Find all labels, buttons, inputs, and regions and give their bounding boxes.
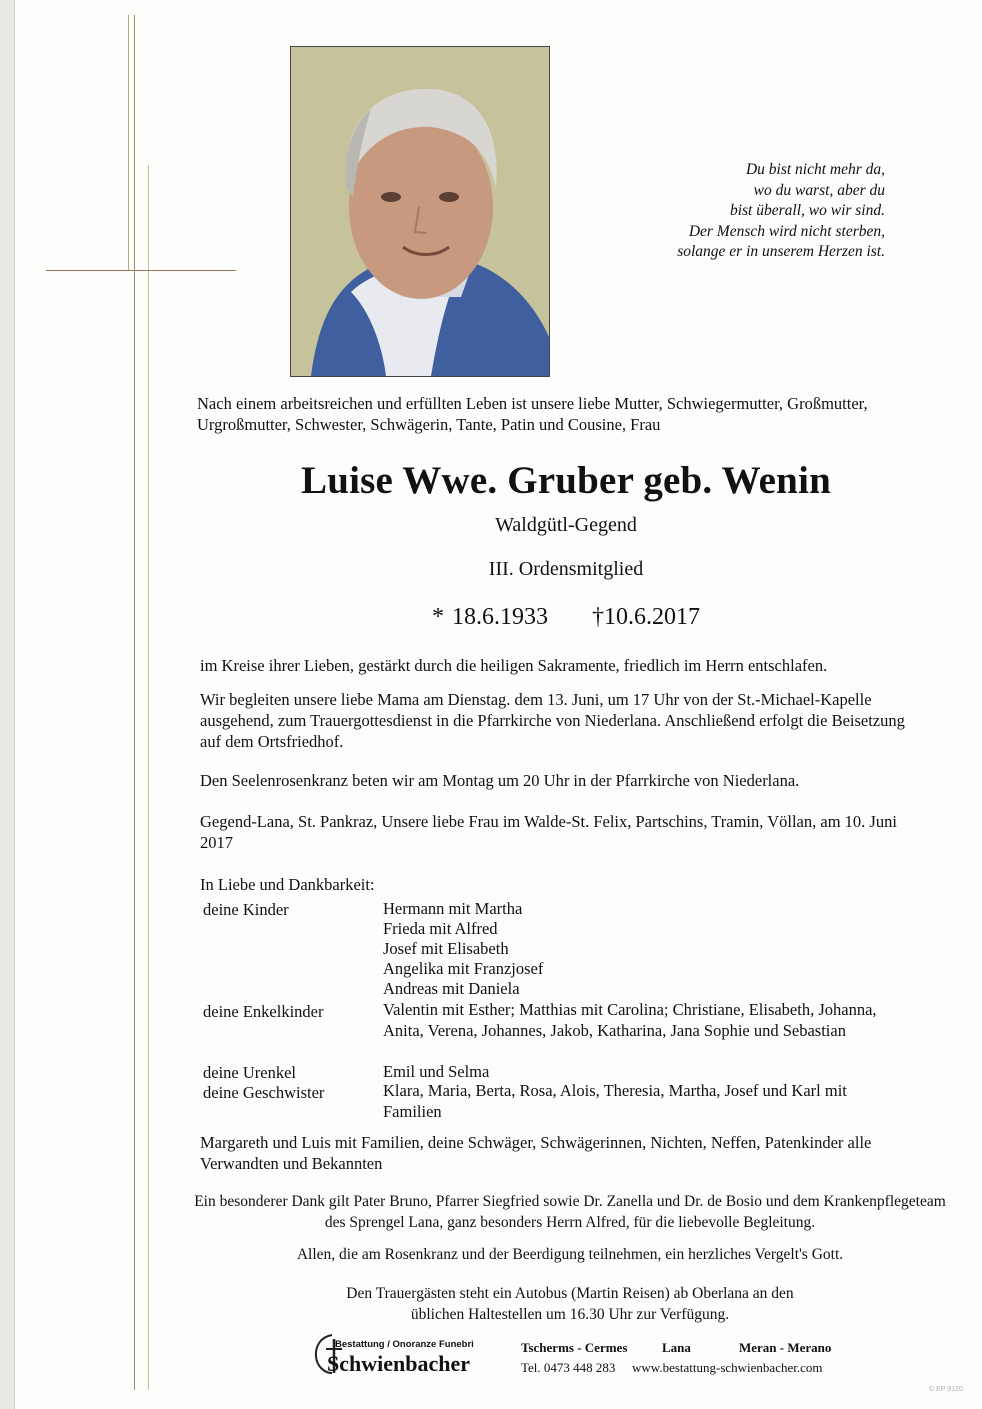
funeral-text: Wir begleiten unsere liebe Mama am Dienstag. dem 13. Juni, um 17 Uhr von der St.-Michael-Kapelle ausgehend, zum Trauergottesdienst in die Pfarrkirche von Niederlana. Anschließend erfolgt die Beisetzung auf dem Ortsfriedhof.: [200, 690, 905, 751]
child-entry: Frieda mit Alfred: [383, 919, 498, 938]
residence: Waldgütl-Gegend: [495, 514, 637, 536]
membership: III. Ordensmitglied: [488, 558, 644, 580]
website-link[interactable]: www.bestattung-schwienbacher.com: [632, 1360, 823, 1375]
life-dates: [0, 604, 982, 631]
bus-text: Den Trauergästen steht ein Autobus (Martin Reisen) ab Oberlana an den üblichen Haltestellen um 16.30 Uhr zur Verfügung.: [346, 1285, 794, 1323]
cross-line: [128, 15, 129, 270]
gratitude-heading: In Liebe und Dankbarkeit:: [200, 875, 375, 894]
quote-line: Du bist nicht mehr da,: [745, 161, 885, 178]
birth-date: * 18.6.1933: [432, 604, 548, 630]
cross-vertical: [134, 15, 135, 1390]
relatives-text: Margareth und Luis mit Familien, deine Schwäger, Schwägerinnen, Nichten, Neffen, Patenkinder alle Verwandten und Bekannten: [200, 1133, 872, 1173]
quote-line: bist überall, wo wir sind.: [729, 202, 885, 219]
grandchildren-list: Valentin mit Esther; Matthias mit Carolina; Christiane, Elisabeth, Johanna, Anita, Verena, Johannes, Jakob, Katharina, Jana Sophie und Sebastian: [383, 1000, 877, 1040]
child-entry: Josef mit Elisabeth: [383, 939, 509, 958]
location-lana: Lana: [662, 1340, 691, 1355]
passing-text: im Kreise ihrer Lieben, gestärkt durch die heiligen Sakramente, friedlich im Herrn entschlafen.: [200, 656, 828, 675]
quote-line: Der Mensch wird nicht sterben,: [688, 222, 885, 240]
deceased-name: Luise Wwe. Gruber geb. Wenin: [300, 459, 831, 502]
cross-vertical-shadow: [148, 165, 149, 1390]
siblings-label: deine Geschwister: [203, 1083, 325, 1102]
grandchildren-label: deine Enkelkinder: [203, 1002, 324, 1021]
quote-line: wo du warst, aber du: [753, 181, 885, 199]
child-entry: Andreas mit Daniela: [383, 979, 520, 998]
company-name: Schwienbacher: [327, 1351, 470, 1376]
great-grandchildren-label: deine Urenkel: [203, 1063, 296, 1082]
thanks-text: Ein besonderer Dank gilt Pater Bruno, Pfarrer Siegfried sowie Dr. Zanella und Dr. de Bosio und dem Krankenpflegeteam des Sprengel Lana, ganz besonders Herrn Alfred, für die liebevolle Begleitung.: [194, 1193, 946, 1231]
rosary-text: Den Seelenrosenkranz beten wir am Montag um 20 Uhr in der Pfarrkirche von Niederlana.: [200, 771, 800, 790]
thanks2-text: Allen, die am Rosenkranz und der Beerdigung teilnehmen, ein herzliches Vergelt's Gott.: [296, 1246, 844, 1263]
intro-text: Nach einem arbeitsreichen und erfüllten Leben ist unsere liebe Mutter, Schwiegermutter, Großmutter, Urgroßmutter, Schwester, Schwägerin, Tante, Patin und Cousine, Frau: [197, 394, 868, 434]
child-entry: Hermann mit Martha: [383, 899, 523, 918]
quote-line: solange er in unserem Herzen ist.: [677, 243, 885, 260]
page-edge: [0, 0, 14, 1409]
portrait-photo: [290, 46, 550, 377]
location-tscherms: Tscherms - Cermes: [521, 1340, 628, 1355]
memorial-quote: [610, 160, 885, 263]
funeral-service-label: Bestattung / Onoranze Funebri: [335, 1339, 474, 1350]
death-date: †10.6.2017: [592, 604, 700, 630]
location-date-text: Gegend-Lana, St. Pankraz, Unsere liebe Frau im Walde-St. Felix, Partschins, Tramin, Völlan, am 10. Juni 2017: [200, 812, 897, 852]
great-grandchildren-list: Emil und Selma: [383, 1062, 490, 1081]
phone-number: Tel. 0473 448 283: [521, 1360, 616, 1375]
siblings-list: Klara, Maria, Berta, Rosa, Alois, Theresia, Martha, Josef und Karl mit Familien: [383, 1081, 847, 1121]
page-edge-line: [14, 0, 15, 1409]
cross-horizontal: [46, 270, 236, 271]
child-entry: Angelika mit Franzjosef: [383, 959, 544, 978]
location-meran: Meran - Merano: [739, 1340, 832, 1355]
children-label: deine Kinder: [203, 900, 289, 919]
print-code: © EP 9120: [929, 1386, 963, 1393]
